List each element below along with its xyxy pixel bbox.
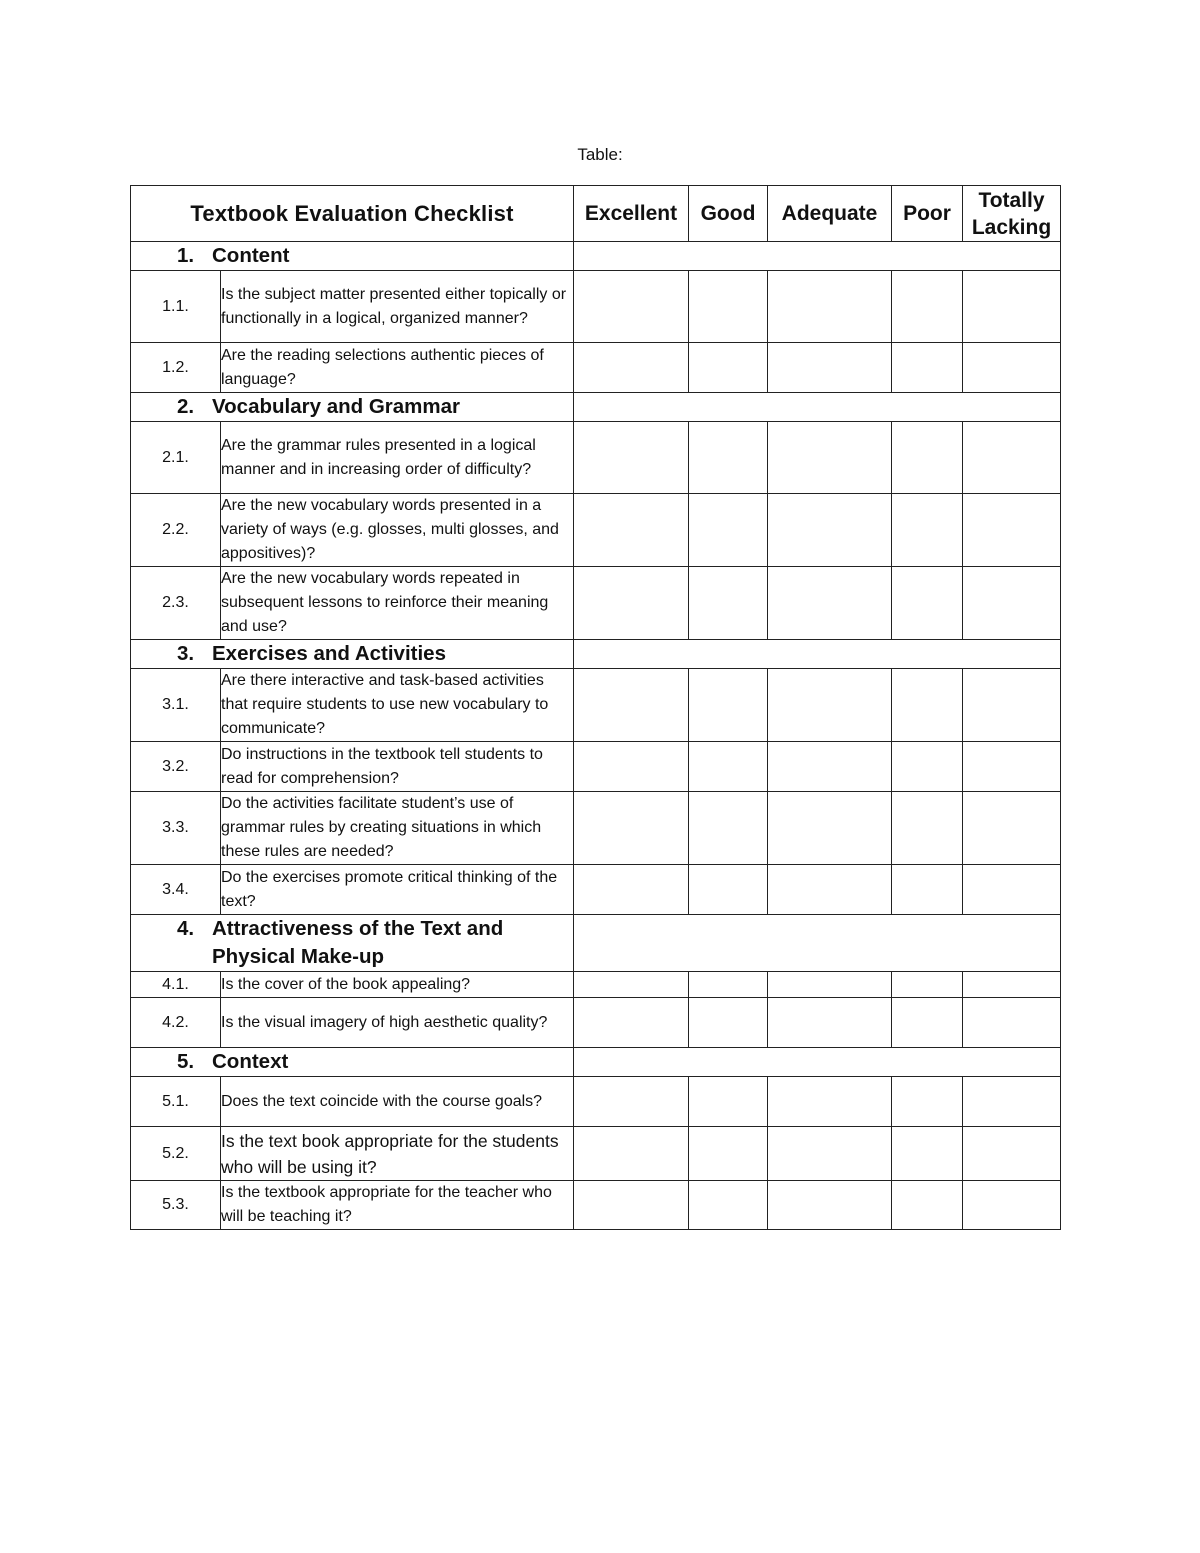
item-number: 3.1. (131, 669, 221, 742)
rating-cell-totally-lacking[interactable] (963, 1181, 1061, 1230)
section-rating-span (574, 393, 1061, 422)
section-number: 3. (177, 642, 195, 665)
table-row (131, 1181, 1061, 1230)
rating-cell-poor[interactable] (892, 998, 963, 1048)
rating-header-poor: Poor (892, 186, 963, 242)
rating-cell-totally-lacking[interactable] (963, 972, 1061, 998)
rating-cell-totally-lacking[interactable] (963, 567, 1061, 640)
rating-cell-totally-lacking[interactable] (963, 865, 1061, 915)
rating-cell-adequate[interactable] (768, 792, 892, 865)
section-number: 1. (177, 244, 195, 267)
rating-cell-excellent[interactable] (574, 792, 689, 865)
rating-cell-totally-lacking[interactable] (963, 742, 1061, 792)
item-number: 3.2. (131, 742, 221, 792)
section-row (131, 393, 1061, 422)
rating-cell-poor[interactable] (892, 1127, 963, 1181)
rating-cell-totally-lacking[interactable] (963, 669, 1061, 742)
rating-cell-excellent[interactable] (574, 669, 689, 742)
rating-cell-good[interactable] (689, 998, 768, 1048)
rating-cell-adequate[interactable] (768, 343, 892, 393)
rating-cell-good[interactable] (689, 422, 768, 494)
rating-cell-poor[interactable] (892, 1181, 963, 1230)
rating-cell-adequate[interactable] (768, 972, 892, 998)
rating-cell-good[interactable] (689, 972, 768, 998)
rating-cell-adequate[interactable] (768, 1181, 892, 1230)
rating-cell-excellent[interactable] (574, 343, 689, 393)
rating-cell-good[interactable] (689, 792, 768, 865)
rating-cell-good[interactable] (689, 1181, 768, 1230)
rating-cell-excellent[interactable] (574, 422, 689, 494)
rating-cell-totally-lacking[interactable] (963, 998, 1061, 1048)
rating-cell-totally-lacking[interactable] (963, 792, 1061, 865)
section-heading (131, 640, 574, 669)
rating-cell-excellent[interactable] (574, 998, 689, 1048)
section-row (131, 1048, 1061, 1077)
section-title: Attractiveness of the Text and Physical Make-up (212, 917, 504, 968)
item-number: 3.3. (131, 792, 221, 865)
table-row (131, 494, 1061, 567)
rating-cell-poor[interactable] (892, 669, 963, 742)
section-number: 5. (177, 1050, 195, 1073)
rating-cell-adequate[interactable] (768, 494, 892, 567)
table-row (131, 343, 1061, 393)
rating-cell-poor[interactable] (892, 567, 963, 640)
section-heading (131, 915, 574, 972)
item-number: 5.3. (131, 1181, 221, 1230)
rating-header-good: Good (689, 186, 768, 242)
item-number: 3.4. (131, 865, 221, 915)
section-title: Exercises and Activities (212, 642, 446, 665)
rating-cell-adequate[interactable] (768, 422, 892, 494)
rating-cell-totally-lacking[interactable] (963, 343, 1061, 393)
item-number: 5.2. (131, 1127, 221, 1181)
rating-cell-adequate[interactable] (768, 865, 892, 915)
section-number: 2. (177, 395, 195, 418)
item-number: 5.1. (131, 1077, 221, 1127)
table-row (131, 865, 1061, 915)
section-heading (131, 242, 574, 271)
section-title: Vocabulary and Grammar (212, 395, 460, 418)
rating-cell-good[interactable] (689, 567, 768, 640)
rating-cell-adequate[interactable] (768, 1127, 892, 1181)
rating-cell-poor[interactable] (892, 1077, 963, 1127)
rating-cell-adequate[interactable] (768, 567, 892, 640)
item-question: Is the text book appropriate for the students who will be using it? (221, 1127, 574, 1181)
header-row (131, 186, 1061, 242)
rating-header-totally-lacking: Totally Lacking (963, 186, 1061, 242)
rating-cell-adequate[interactable] (768, 998, 892, 1048)
rating-cell-adequate[interactable] (768, 1077, 892, 1127)
table-row (131, 669, 1061, 742)
section-row (131, 242, 1061, 271)
rating-cell-poor[interactable] (892, 865, 963, 915)
rating-cell-excellent[interactable] (574, 1181, 689, 1230)
section-row (131, 915, 1061, 972)
table-row (131, 567, 1061, 640)
rating-cell-totally-lacking[interactable] (963, 271, 1061, 343)
rating-cell-adequate[interactable] (768, 271, 892, 343)
checklist-body (131, 242, 1061, 1230)
rating-cell-adequate[interactable] (768, 669, 892, 742)
section-rating-span (574, 242, 1061, 271)
rating-cell-excellent[interactable] (574, 742, 689, 792)
item-question: Is the cover of the book appealing? (221, 972, 574, 998)
section-heading (131, 1048, 574, 1077)
item-number: 4.2. (131, 998, 221, 1048)
item-question: Does the text coincide with the course goals? (221, 1077, 574, 1127)
rating-cell-excellent[interactable] (574, 271, 689, 343)
section-rating-span (574, 1048, 1061, 1077)
item-number: 2.1. (131, 422, 221, 494)
item-number: 2.3. (131, 567, 221, 640)
section-title: Context (212, 1050, 289, 1073)
rating-header-adequate: Adequate (768, 186, 892, 242)
rating-cell-good[interactable] (689, 742, 768, 792)
item-question: Do instructions in the textbook tell students to read for comprehension? (221, 742, 574, 792)
rating-cell-poor[interactable] (892, 742, 963, 792)
rating-cell-excellent[interactable] (574, 494, 689, 567)
section-row (131, 640, 1061, 669)
item-number: 4.1. (131, 972, 221, 998)
rating-cell-poor[interactable] (892, 422, 963, 494)
item-question: Is the subject matter presented either topically or functionally in a logical, organized manner? (221, 271, 574, 343)
item-question: Is the textbook appropriate for the teacher who will be teaching it? (221, 1181, 574, 1230)
section-title: Content (212, 244, 290, 267)
section-rating-span (574, 915, 1061, 972)
table-row (131, 998, 1061, 1048)
rating-cell-totally-lacking[interactable] (963, 1127, 1061, 1181)
table-row (131, 792, 1061, 865)
item-question: Are the new vocabulary words presented in a variety of ways (e.g. glosses, multi glosses, and appositives)? (221, 494, 574, 567)
rating-cell-excellent[interactable] (574, 1077, 689, 1127)
item-question: Is the visual imagery of high aesthetic quality? (221, 998, 574, 1048)
item-number: 1.1. (131, 271, 221, 343)
rating-cell-good[interactable] (689, 669, 768, 742)
rating-cell-adequate[interactable] (768, 742, 892, 792)
rating-cell-poor[interactable] (892, 343, 963, 393)
item-question: Do the exercises promote critical thinking of the text? (221, 865, 574, 915)
item-question: Are the reading selections authentic pieces of language? (221, 343, 574, 393)
section-number: 4. (177, 917, 195, 940)
rating-cell-totally-lacking[interactable] (963, 494, 1061, 567)
table-row (131, 271, 1061, 343)
table-row (131, 1077, 1061, 1127)
rating-cell-good[interactable] (689, 271, 768, 343)
table-row (131, 422, 1061, 494)
rating-cell-good[interactable] (689, 494, 768, 567)
rating-cell-excellent[interactable] (574, 1127, 689, 1181)
rating-cell-excellent[interactable] (574, 567, 689, 640)
rating-cell-totally-lacking[interactable] (963, 1077, 1061, 1127)
rating-header-excellent: Excellent (574, 186, 689, 242)
rating-cell-good[interactable] (689, 1127, 768, 1181)
item-question: Do the activities facilitate student’s use of grammar rules by creating situations in which these rules are needed? (221, 792, 574, 865)
table-row (131, 972, 1061, 998)
section-heading (131, 393, 574, 422)
table-row (131, 742, 1061, 792)
rating-cell-poor[interactable] (892, 494, 963, 567)
item-question: Are there interactive and task-based activities that require students to use new vocabulary to communicate? (221, 669, 574, 742)
rating-cell-good[interactable] (689, 865, 768, 915)
rating-cell-poor[interactable] (892, 972, 963, 998)
evaluation-checklist-table (130, 185, 1061, 1230)
table-caption: Table: (577, 145, 623, 164)
rating-cell-excellent[interactable] (574, 865, 689, 915)
item-question: Are the new vocabulary words repeated in subsequent lessons to reinforce their meaning and use? (221, 567, 574, 640)
item-question: Are the grammar rules presented in a logical manner and in increasing order of difficulty? (221, 422, 574, 494)
table-row (131, 1127, 1061, 1181)
rating-cell-good[interactable] (689, 1077, 768, 1127)
checklist-title: Textbook Evaluation Checklist (131, 186, 574, 242)
rating-cell-poor[interactable] (892, 792, 963, 865)
rating-cell-totally-lacking[interactable] (963, 422, 1061, 494)
item-number: 2.2. (131, 494, 221, 567)
item-number: 1.2. (131, 343, 221, 393)
rating-cell-good[interactable] (689, 343, 768, 393)
rating-cell-poor[interactable] (892, 271, 963, 343)
rating-cell-excellent[interactable] (574, 972, 689, 998)
section-rating-span (574, 640, 1061, 669)
